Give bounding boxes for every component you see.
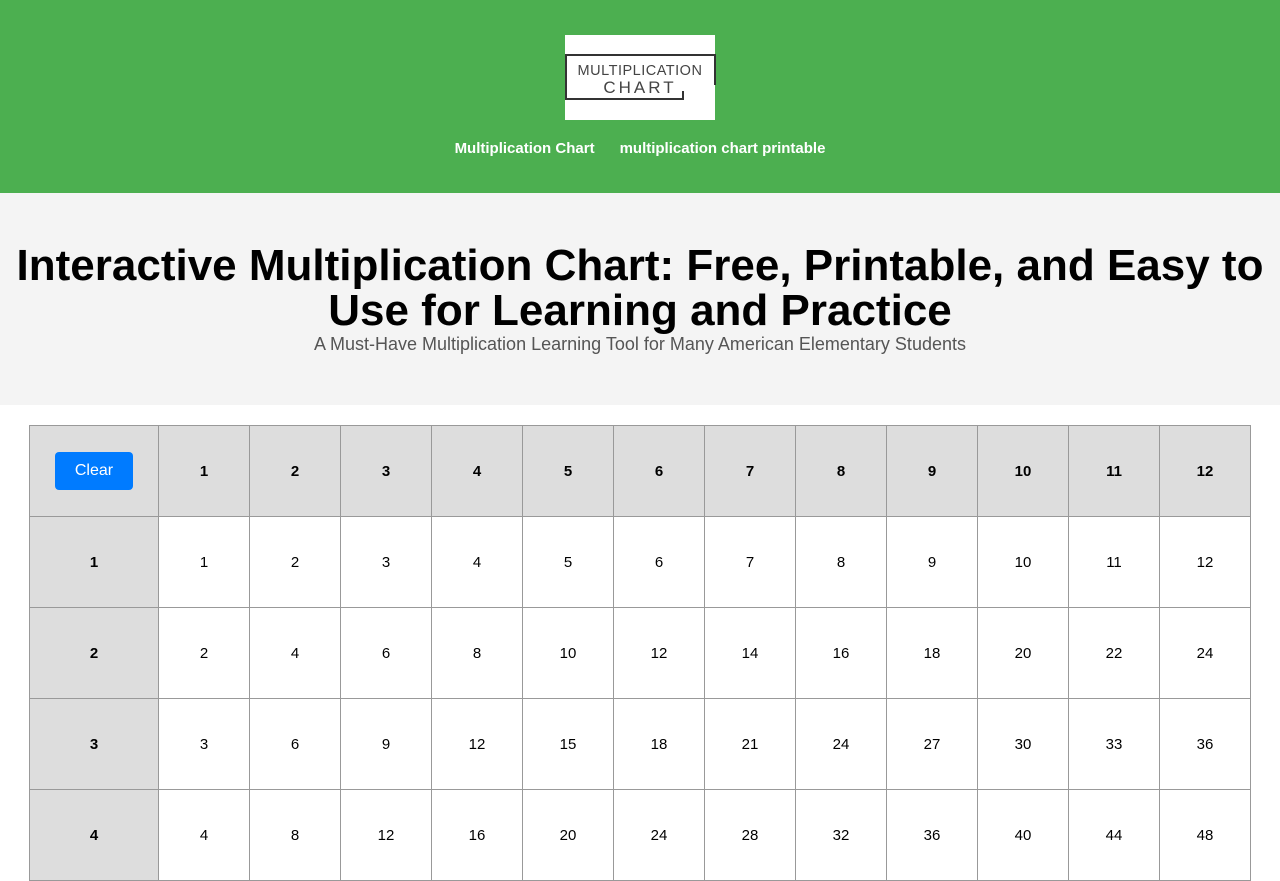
- product-cell[interactable]: 14: [705, 608, 796, 699]
- product-cell[interactable]: 12: [1160, 517, 1251, 608]
- row-header[interactable]: 3: [30, 699, 159, 790]
- column-header[interactable]: 2: [250, 426, 341, 517]
- product-cell[interactable]: 10: [523, 608, 614, 699]
- row-header[interactable]: 1: [30, 517, 159, 608]
- table-row: [30, 699, 1251, 790]
- column-header[interactable]: 4: [432, 426, 523, 517]
- page-subtitle: A Must-Have Multiplication Learning Tool for Many American Elementary Students: [314, 334, 966, 354]
- column-header[interactable]: 1: [159, 426, 250, 517]
- product-cell[interactable]: 21: [705, 699, 796, 790]
- product-cell[interactable]: 5: [523, 517, 614, 608]
- logo-line2: CHART: [603, 78, 677, 97]
- site-logo[interactable]: [565, 35, 715, 120]
- column-header[interactable]: 12: [1160, 426, 1251, 517]
- product-cell[interactable]: 32: [796, 790, 887, 881]
- product-cell[interactable]: 36: [887, 790, 978, 881]
- product-cell[interactable]: 7: [705, 517, 796, 608]
- product-cell[interactable]: 12: [614, 608, 705, 699]
- corner-cell: [30, 426, 159, 517]
- product-cell[interactable]: 2: [159, 608, 250, 699]
- product-cell[interactable]: 3: [341, 517, 432, 608]
- column-header[interactable]: 11: [1069, 426, 1160, 517]
- page-title: Interactive Multiplication Chart: Free, Printable, and Easy to Use for Learning and Practice: [16, 241, 1264, 335]
- product-cell[interactable]: 4: [250, 608, 341, 699]
- product-cell[interactable]: 8: [796, 517, 887, 608]
- product-cell[interactable]: 8: [432, 608, 523, 699]
- chart-table: [29, 425, 1251, 881]
- main-nav: [0, 139, 1280, 159]
- product-cell[interactable]: 9: [341, 699, 432, 790]
- product-cell[interactable]: 40: [978, 790, 1069, 881]
- product-cell[interactable]: 44: [1069, 790, 1160, 881]
- row-header[interactable]: 4: [30, 790, 159, 881]
- table-row: [30, 608, 1251, 699]
- row-header[interactable]: 2: [30, 608, 159, 699]
- product-cell[interactable]: 6: [614, 517, 705, 608]
- column-header[interactable]: 6: [614, 426, 705, 517]
- clear-button[interactable]: Clear: [55, 452, 133, 490]
- product-cell[interactable]: 1: [159, 517, 250, 608]
- column-header[interactable]: 8: [796, 426, 887, 517]
- product-cell[interactable]: 33: [1069, 699, 1160, 790]
- product-cell[interactable]: 8: [250, 790, 341, 881]
- product-cell[interactable]: 24: [796, 699, 887, 790]
- product-cell[interactable]: 3: [159, 699, 250, 790]
- product-cell[interactable]: 18: [614, 699, 705, 790]
- table-row: [30, 517, 1251, 608]
- product-cell[interactable]: 15: [523, 699, 614, 790]
- product-cell[interactable]: 12: [432, 699, 523, 790]
- product-cell[interactable]: 36: [1160, 699, 1251, 790]
- product-cell[interactable]: 16: [796, 608, 887, 699]
- column-header[interactable]: 9: [887, 426, 978, 517]
- product-cell[interactable]: 6: [250, 699, 341, 790]
- site-header: [0, 0, 1280, 193]
- multiplication-chart: [29, 425, 1251, 844]
- column-header-row: [30, 426, 1251, 517]
- hero-section: [0, 193, 1280, 405]
- nav-link-printable[interactable]: multiplication chart printable: [619, 140, 826, 157]
- product-cell[interactable]: 4: [159, 790, 250, 881]
- column-header[interactable]: 7: [705, 426, 796, 517]
- product-cell[interactable]: 16: [432, 790, 523, 881]
- product-cell[interactable]: 18: [887, 608, 978, 699]
- product-cell[interactable]: 11: [1069, 517, 1160, 608]
- product-cell[interactable]: 22: [1069, 608, 1160, 699]
- product-cell[interactable]: 10: [978, 517, 1069, 608]
- column-header[interactable]: 3: [341, 426, 432, 517]
- product-cell[interactable]: 28: [705, 790, 796, 881]
- logo-line1: MULTIPLICATION: [577, 63, 703, 79]
- product-cell[interactable]: 30: [978, 699, 1069, 790]
- product-cell[interactable]: 24: [1160, 608, 1251, 699]
- product-cell[interactable]: 20: [523, 790, 614, 881]
- product-cell[interactable]: 27: [887, 699, 978, 790]
- product-cell[interactable]: 24: [614, 790, 705, 881]
- product-cell[interactable]: 4: [432, 517, 523, 608]
- product-cell[interactable]: 12: [341, 790, 432, 881]
- logo-graphic: [565, 35, 715, 120]
- product-cell[interactable]: 9: [887, 517, 978, 608]
- nav-link-multiplication-chart[interactable]: Multiplication Chart: [454, 140, 595, 157]
- table-row: [30, 790, 1251, 881]
- column-header[interactable]: 10: [978, 426, 1069, 517]
- product-cell[interactable]: 2: [250, 517, 341, 608]
- product-cell[interactable]: 20: [978, 608, 1069, 699]
- product-cell[interactable]: 6: [341, 608, 432, 699]
- product-cell[interactable]: 48: [1160, 790, 1251, 881]
- column-header[interactable]: 5: [523, 426, 614, 517]
